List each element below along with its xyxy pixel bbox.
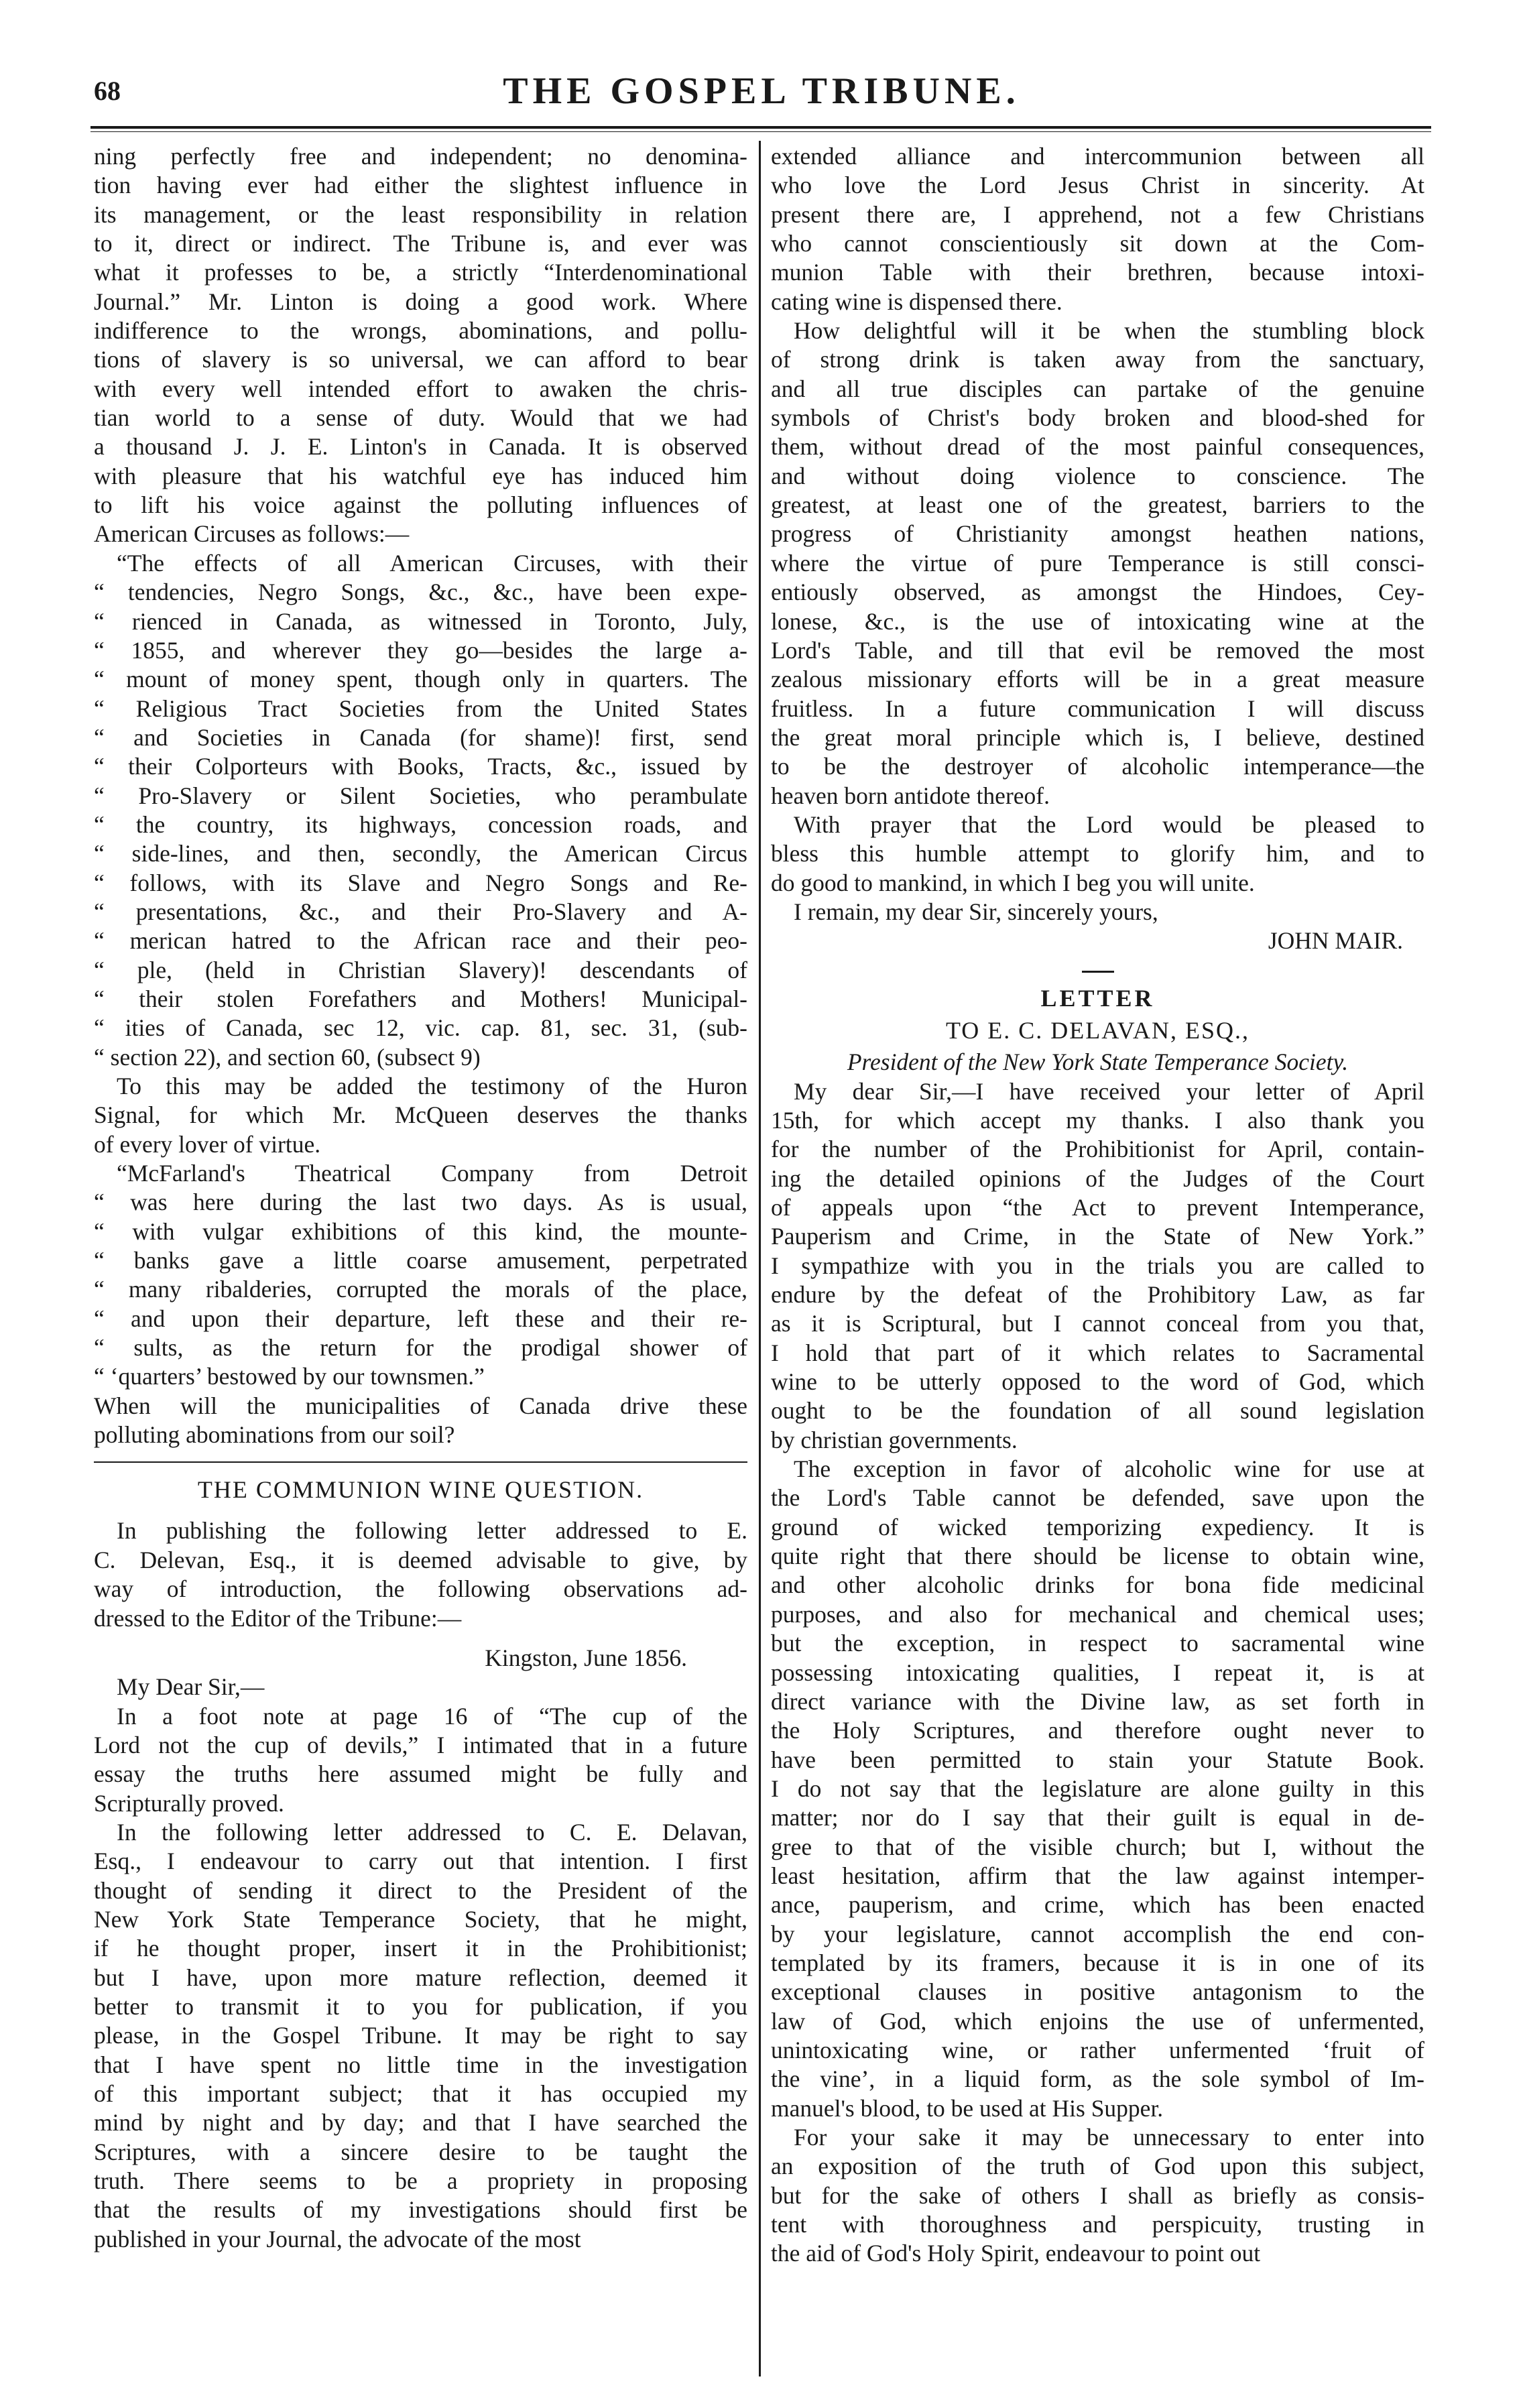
text-line: with every well intended effort to awaken the chris- bbox=[94, 375, 747, 402]
text-line: as it is Scriptural, but I cannot conceal from you that, bbox=[771, 1310, 1424, 1337]
text-line: the Holy Scriptures, and therefore ought never to bbox=[771, 1717, 1424, 1744]
text-line: the aid of God's Holy Spirit, endeavour to point out bbox=[771, 2240, 1261, 2267]
text-line: American Circuses as follows:— bbox=[94, 520, 410, 548]
text-line: “McFarland's Theatrical Company from Detroit bbox=[117, 1160, 747, 1187]
text-line: endure by the defeat of the Prohibitory Law, as far bbox=[771, 1281, 1424, 1309]
text-line: Lord not the cup of devils,” I intimated that in a future bbox=[94, 1731, 747, 1758]
text-line: “ their stolen Forefathers and Mothers! Municipal- bbox=[94, 985, 747, 1012]
text-line: purposes, and also for mechanical and chemical uses; bbox=[771, 1600, 1424, 1628]
text-line: For your sake it may be unnecessary to enter into bbox=[794, 2124, 1424, 2151]
signature: JOHN MAIR. bbox=[1268, 927, 1403, 955]
text-line: essay the truths here assumed might be fully and bbox=[94, 1760, 747, 1788]
text-line: and all true disciples can partake of the genuine bbox=[771, 375, 1424, 402]
intro-text bbox=[94, 1516, 747, 1632]
header-rule bbox=[90, 126, 1431, 129]
text-line: manuel's blood, to be used at His Supper. bbox=[771, 2094, 1164, 2122]
text-line: who cannot conscientiously sit down at the Com- bbox=[771, 230, 1424, 257]
text-line: ning perfectly free and independent; no denomina- bbox=[94, 143, 747, 170]
text-line: the Lord's Table cannot be defended, save upon the bbox=[771, 1484, 1424, 1512]
salutation: My Dear Sir,— bbox=[117, 1673, 265, 1701]
text-line: entiously observed, as amongst the Hindoes, Cey- bbox=[771, 579, 1424, 606]
short-rule bbox=[1082, 971, 1114, 973]
letter-text bbox=[94, 1702, 747, 2254]
text-line: tian world to a sense of duty. Would that we had bbox=[94, 404, 747, 432]
text-line: “ ‘quarters’ bestowed by our townsmen.” bbox=[94, 1363, 485, 1390]
text-line: mind by night and by day; and that I have searched the bbox=[94, 2109, 747, 2136]
text-line: published in your Journal, the advocate of the most bbox=[94, 2225, 581, 2252]
text-line: gree to that of the visible church; but I, without the bbox=[771, 1833, 1424, 1860]
text-line: present there are, I apprehend, not a few Christians bbox=[771, 200, 1424, 228]
text-line: tent with thoroughness and perspicuity, trusting in bbox=[771, 2211, 1424, 2238]
text-line: have been permitted to stain your Statute Book. bbox=[771, 1746, 1424, 1773]
text-line: “ with vulgar exhibitions of this kind, the mounte- bbox=[94, 1217, 747, 1245]
text-line: “ merican hatred to the African race and their peo- bbox=[94, 927, 747, 955]
text-line: and other alcoholic drinks for bona fide medicinal bbox=[771, 1571, 1424, 1599]
text-line: symbols of Christ's body broken and blood-shed for bbox=[771, 404, 1424, 432]
text-line: “ and upon their departure, left these and their re- bbox=[94, 1305, 747, 1332]
text-line: ought to be the foundation of all sound legislation bbox=[771, 1397, 1424, 1425]
text-line: to it, direct or indirect. The Tribune is, and ever was bbox=[94, 230, 747, 257]
text-line: do good to mankind, in which I beg you will unite. bbox=[771, 869, 1255, 896]
letter-subtitle: President of the New York State Temperance Society. bbox=[847, 1048, 1349, 1075]
letter-body-text bbox=[771, 1077, 1424, 2269]
text-line: 15th, for which accept my thanks. I also thank you bbox=[771, 1106, 1424, 1134]
text-line: Signal, for which Mr. McQueen deserves the thanks bbox=[94, 1101, 747, 1129]
text-line: In publishing the following letter addressed to E. bbox=[117, 1517, 747, 1545]
text-line: Scripturally proved. bbox=[94, 1789, 284, 1817]
text-line: by your legislature, cannot accomplish the end con- bbox=[771, 1920, 1424, 1947]
text-line: by christian governments. bbox=[771, 1426, 1018, 1453]
text-line: quite right that there should be license to obtain wine, bbox=[771, 1543, 1424, 1570]
text-line: the vine’, in a liquid form, as the sole symbol of Im- bbox=[771, 2065, 1424, 2093]
text-line: tion having ever had either the slightest influence in bbox=[94, 172, 747, 199]
text-line: possessing intoxicating qualities, I repeat it, is at bbox=[771, 1659, 1424, 1686]
page-number: 68 bbox=[94, 76, 121, 106]
left-column-text bbox=[94, 142, 747, 1449]
text-line: who love the Lord Jesus Christ in sincerity. At bbox=[771, 172, 1424, 199]
text-line: “The effects of all American Circuses, with their bbox=[117, 549, 747, 577]
text-line: greatest, at least one of the greatest, barriers to the bbox=[771, 491, 1424, 519]
text-line: what it professes to be, a strictly “Interdenominational bbox=[94, 259, 747, 286]
text-line: “ tendencies, Negro Songs, &c., &c., have been expe- bbox=[94, 579, 747, 606]
text-line: them, without dread of the most painful consequences, bbox=[771, 433, 1424, 461]
text-line: but for the sake of others I shall as briefly as consis- bbox=[771, 2181, 1424, 2209]
text-line: of every lover of virtue. bbox=[94, 1130, 321, 1158]
right-column bbox=[771, 142, 1424, 2269]
text-line: With prayer that the Lord would be pleased to bbox=[794, 810, 1424, 838]
text-line: where the virtue of pure Temperance is still consci- bbox=[771, 549, 1424, 577]
text-line: least hesitation, affirm that the law against intemper- bbox=[771, 1862, 1424, 1889]
text-line: wine to be utterly opposed to the word of God, which bbox=[771, 1368, 1424, 1396]
text-line: law of God, which enjoins the use of unfermented, bbox=[771, 2007, 1424, 2035]
text-line: the great moral principle which is, I believe, destined bbox=[771, 723, 1424, 751]
text-line: I remain, my dear Sir, sincerely yours, bbox=[794, 898, 1158, 925]
text-line: its management, or the least responsibility in relation bbox=[94, 200, 747, 228]
text-line: To this may be added the testimony of the Huron bbox=[117, 1073, 747, 1099]
text-line: that the results of my investigations should first be bbox=[94, 2196, 747, 2224]
text-line: I sympathize with you in the trials you are called to bbox=[771, 1252, 1424, 1279]
text-line: “ Pro-Slavery or Silent Societies, who perambulate bbox=[94, 782, 747, 809]
text-line: “ banks gave a little coarse amusement, perpetrated bbox=[94, 1247, 747, 1274]
text-line: New York State Temperance Society, that he might, bbox=[94, 1905, 747, 1933]
text-line: When will the municipalities of Canada drive these bbox=[94, 1392, 747, 1419]
text-line: “ sults, as the return for the prodigal shower of bbox=[94, 1334, 747, 1362]
text-line: Journal.” Mr. Linton is doing a good work. Where bbox=[94, 288, 747, 315]
text-line: of this important subject; that it has occupied my bbox=[94, 2080, 747, 2107]
text-line: unintoxicating wine, or rather unfermented ‘fruit of bbox=[771, 2036, 1424, 2063]
letter-recipient: TO E. C. DELAVAN, ESQ., bbox=[945, 1016, 1250, 1044]
text-line: polluting abominations from our soil? bbox=[94, 1421, 455, 1449]
text-line: ance, pauperism, and crime, which has been enacted bbox=[771, 1891, 1424, 1919]
text-line: to lift his voice against the polluting influences of bbox=[94, 491, 747, 519]
text-line: exceptional clauses in positive antagonism to the bbox=[771, 1978, 1424, 2006]
text-line: I hold that part of it which relates to Sacramental bbox=[771, 1339, 1424, 1366]
text-line: bless this humble attempt to glorify him, and to bbox=[771, 840, 1424, 867]
text-line: that I have spent no little time in the investigation bbox=[94, 2051, 747, 2078]
text-line: please, in the Gospel Tribune. It may be right to say bbox=[94, 2022, 747, 2049]
text-line: heaven born antidote thereof. bbox=[771, 782, 1050, 809]
header-rule-thin bbox=[90, 131, 1431, 132]
text-line: a thousand J. J. E. Linton's in Canada. It is observed bbox=[94, 433, 747, 461]
text-line: to be the destroyer of alcoholic intemperance—the bbox=[771, 753, 1424, 780]
text-line: “ and Societies in Canada (for shame)! first, send bbox=[94, 723, 747, 751]
text-line: Scriptures, with a sincere desire to be taught the bbox=[94, 2138, 747, 2165]
text-line: thought of sending it direct to the President of the bbox=[94, 1876, 747, 1904]
text-line: C. Delevan, Esq., it is deemed advisable to give, by bbox=[94, 1546, 747, 1573]
text-line: “ ple, (held in Christian Slavery)! descendants of bbox=[94, 956, 747, 983]
text-line: “ ities of Canada, sec 12, vic. cap. 81, sec. 31, (sub- bbox=[94, 1014, 747, 1042]
text-line: matter; nor do I say that their guilt is equal in de- bbox=[771, 1804, 1424, 1831]
text-line: tions of slavery is so universal, we can afford to bear bbox=[94, 346, 747, 373]
text-line: of strong drink is taken away from the sanctuary, bbox=[771, 346, 1424, 373]
text-line: “ was here during the last two days. As is usual, bbox=[94, 1189, 747, 1216]
text-line: “ their Colporteurs with Books, Tracts, &c., issued by bbox=[94, 753, 747, 780]
right-column-text bbox=[771, 142, 1424, 926]
text-line: “ rienced in Canada, as witnessed in Toronto, July, bbox=[94, 607, 747, 635]
text-line: My dear Sir,—I have received your letter of April bbox=[794, 1077, 1424, 1105]
text-line: indifference to the wrongs, abominations, and pollu- bbox=[94, 317, 747, 345]
text-line: fruitless. In a future communication I will discuss bbox=[771, 695, 1424, 722]
text-line: if he thought proper, insert it in the Prohibitionist; bbox=[94, 1935, 747, 1962]
left-column bbox=[94, 142, 747, 2254]
section-heading: THE COMMUNION WINE QUESTION. bbox=[197, 1476, 644, 1504]
text-line: way of introduction, the following observations ad- bbox=[94, 1575, 747, 1603]
text-line: better to transmit it to you for publication, if you bbox=[94, 1992, 747, 2020]
text-line: “ 1855, and wherever they go—besides the large a- bbox=[94, 636, 747, 664]
text-line: and without doing violence to conscience. The bbox=[771, 462, 1424, 489]
text-line: “ the country, its highways, concession roads, and bbox=[94, 810, 747, 838]
text-line: “ section 22), and section 60, (subsect 9) bbox=[94, 1043, 481, 1071]
text-line: “ many ribalderies, corrupted the morals of the place, bbox=[94, 1276, 747, 1303]
text-line: cating wine is dispensed there. bbox=[771, 288, 1062, 315]
section-rule bbox=[94, 1461, 747, 1463]
text-line: I do not say that the legislature are alone guilty in this bbox=[771, 1774, 1424, 1802]
text-line: ing the detailed opinions of the Judges of the Court bbox=[771, 1164, 1424, 1192]
text-line: direct variance with the Divine law, as set forth in bbox=[771, 1687, 1424, 1715]
text-line: an exposition of the truth of God upon this subject, bbox=[771, 2153, 1424, 2180]
text-line: but I have, upon more mature reflection, deemed it bbox=[94, 1964, 747, 1991]
text-line: progress of Christianity amongst heathen nations, bbox=[771, 520, 1424, 548]
letter-heading: LETTER bbox=[1040, 984, 1155, 1012]
journal-title: THE GOSPEL TRIBUNE. bbox=[503, 70, 1020, 112]
text-line: How delightful will it be when the stumbling block bbox=[794, 317, 1424, 345]
text-line: of appeals upon “the Act to prevent Intemperance, bbox=[771, 1194, 1424, 1221]
text-line: ground of wicked temporizing expediency. It is bbox=[771, 1513, 1424, 1541]
text-line: templated by its framers, because it is in one of its bbox=[771, 1949, 1424, 1976]
text-line: dressed to the Editor of the Tribune:— bbox=[94, 1604, 462, 1632]
text-line: truth. There seems to be a propriety in proposing bbox=[94, 2167, 747, 2195]
text-line: with pleasure that his watchful eye has induced him bbox=[94, 462, 747, 489]
text-line: Esq., I endeavour to carry out that intention. I first bbox=[94, 1848, 747, 1875]
column-divider bbox=[759, 141, 761, 2376]
text-line: “ Religious Tract Societies from the United States bbox=[94, 695, 747, 722]
text-line: Pauperism and Crime, in the State of New York.” bbox=[771, 1223, 1424, 1250]
text-line: lonese, &c., is the use of intoxicating wine at the bbox=[771, 607, 1424, 635]
text-line: but the exception, in respect to sacramental wine bbox=[771, 1630, 1424, 1657]
dateline: Kingston, June 1856. bbox=[485, 1644, 687, 1671]
text-line: for the number of the Prohibitionist for April, contain- bbox=[771, 1136, 1424, 1163]
text-line: “ follows, with its Slave and Negro Songs and Re- bbox=[94, 869, 747, 896]
text-line: “ side-lines, and then, secondly, the American Circus bbox=[94, 840, 747, 867]
text-line: extended alliance and intercommunion between all bbox=[771, 143, 1424, 170]
text-line: Lord's Table, and till that evil be removed the most bbox=[771, 636, 1424, 664]
text-line: munion Table with their brethren, because intoxi- bbox=[771, 259, 1424, 286]
text-line: “ mount of money spent, though only in quarters. The bbox=[94, 666, 747, 693]
text-line: “ presentations, &c., and their Pro-Slavery and A- bbox=[94, 898, 747, 925]
text-line: The exception in favor of alcoholic wine for use at bbox=[794, 1455, 1424, 1483]
text-line: In a foot note at page 16 of “The cup of the bbox=[117, 1702, 747, 1730]
text-line: In the following letter addressed to C. E. Delavan, bbox=[117, 1818, 747, 1846]
text-line: zealous missionary efforts will be in a great measure bbox=[771, 666, 1424, 693]
